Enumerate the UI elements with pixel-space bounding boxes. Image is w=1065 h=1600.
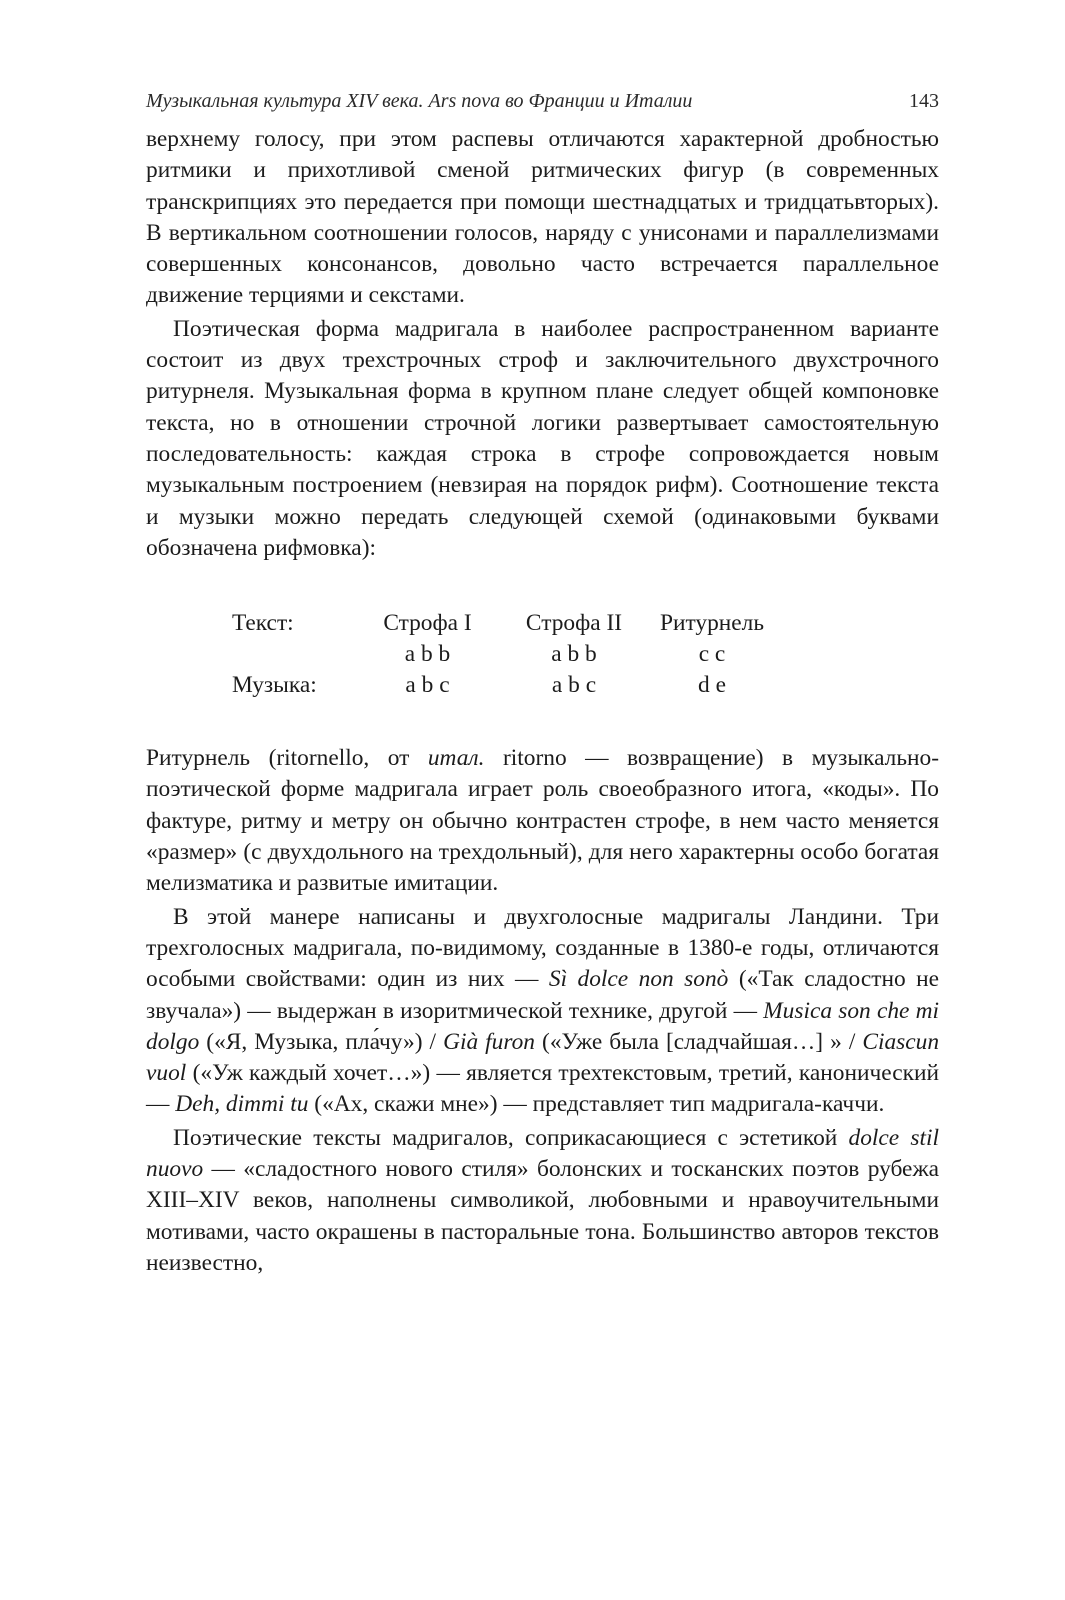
scheme-rhyme-ritornello: c c <box>698 641 726 668</box>
p4-text-a: В этой манере написаны и двухголосные мадригалы Ландини. Три трехголосных мадригала, по-видимому, созданные в 1380-е годы, отличаются особыми свойствами: один из них — <box>146 903 939 993</box>
paragraph-4 <box>146 902 939 1121</box>
paragraph-1: верхнему голосу, при этом распевы отличаются характерной дробностью ритмики и прихотливой сменой ритмических фигур (в современных транскрипциях это передается при помощи шестнадцатых и тридцатьвторых). В вертикальном соотношении голосов, наряду с унисонами и параллелизмами совершенных консонансов, довольно часто встречается параллельное движение терциями и секстами. <box>146 126 939 309</box>
page-number: 143 <box>909 90 939 112</box>
scheme-rhyme-stanza-2: a b b <box>551 641 597 668</box>
scheme-header-stanza-2: Строфа II <box>525 610 623 637</box>
paragraph-2: Поэтическая форма мадригала в наиболее распространенном варианте состоит из двух трехстрочных строф и заключительного двухстрочного ритурнеля. Музыкальная форма в крупном плане следует общей компоновке текста, но в отношении строчной логики развертывает самостоятельную последовательность: каждая строка в строфе сопровождается новым музыкальным построением (невзирая на порядок рифм). Соотношение текста и музыки можно передать следующей схемой (одинаковыми буквами обозначена рифмовка): <box>146 315 939 561</box>
p4-text-c: («Так сладостно не звучала») — выдержан в изоритмической технике, другой — <box>146 966 940 1024</box>
p4-title-ciascun-vuol: Ciascun vuol <box>146 1028 940 1087</box>
scheme-label-empty <box>232 639 356 670</box>
paragraph-5 <box>146 1123 939 1279</box>
p3-abbrev-ital: итал. <box>427 745 485 772</box>
p4-title-deh-dimmi: Deh, dimmi tu <box>175 1091 309 1118</box>
scheme-label-text: Текст: <box>232 610 294 637</box>
p4-text-e: («Я, Музыка, пла́чу») / <box>199 1028 444 1055</box>
paragraph-3 <box>146 743 939 899</box>
scheme-header-ritornello: Ритурнель <box>659 610 765 637</box>
scheme-header-stanza-1: Строфа I <box>383 610 472 637</box>
scheme-row-rhyme <box>232 639 775 670</box>
p5-text-c: — «сладостного нового стиля» болонских и тосканских поэтов рубежа XIII–XIV веков, наполнены символикой, любовными и нравоучительными мотивами, часто окрашены в пасторальные тона. Большинство авторов текстов неизвестно, <box>146 1156 939 1276</box>
running-header <box>146 84 939 118</box>
scheme-music-ritornello: d e <box>698 672 726 699</box>
p3-text-c: ritorno — возвращение) в музыкально-поэтической форме мадригала играет роль своеобразного итога, «коды». По фактуре, ритму и метру он обычно контрастен строфе, в нем часто меняется «размер» (с двухдольного на трехдольный), для него характерны особо богатая мелизматика и развитые имитации. <box>146 745 939 897</box>
scheme-label-music: Музыка: <box>232 672 317 699</box>
p4-title-gia-furon: Già furon <box>443 1028 536 1055</box>
p4-text-g: («Уже была [сладчайшая…] » / <box>535 1028 863 1055</box>
body-text <box>146 124 939 1279</box>
p4-text-k: («Ах, скажи мне») — представляет тип мадригала-каччи. <box>308 1091 885 1118</box>
p4-title-si-dolce: Sì dolce non sonò <box>548 966 729 993</box>
text-music-scheme <box>232 608 775 701</box>
p4-title-musica-son: Musica son che mi dolgo <box>146 997 939 1055</box>
scheme-music-stanza-1: a b c <box>405 672 450 699</box>
p5-text-a: Поэтические тексты мадригалов, соприкасающиеся с эстетикой <box>173 1124 849 1151</box>
p3-text-a: Ритурнель (ritornello, от <box>146 745 428 772</box>
p4-text-i: («Уж каждый хочет…») — является трехтекстовым, третий, канонический — <box>146 1060 939 1118</box>
scheme-row-text <box>232 608 775 639</box>
book-page <box>146 84 939 1279</box>
running-title: Музыкальная культура XIV века. Ars nova во Франции и Италии <box>146 90 693 112</box>
scheme-row-music <box>232 670 775 701</box>
scheme-rhyme-stanza-1: a b b <box>404 641 451 668</box>
scheme-music-stanza-2: a b c <box>551 672 597 699</box>
p5-term-dolce-stil: dolce stil nuovo <box>146 1124 939 1183</box>
